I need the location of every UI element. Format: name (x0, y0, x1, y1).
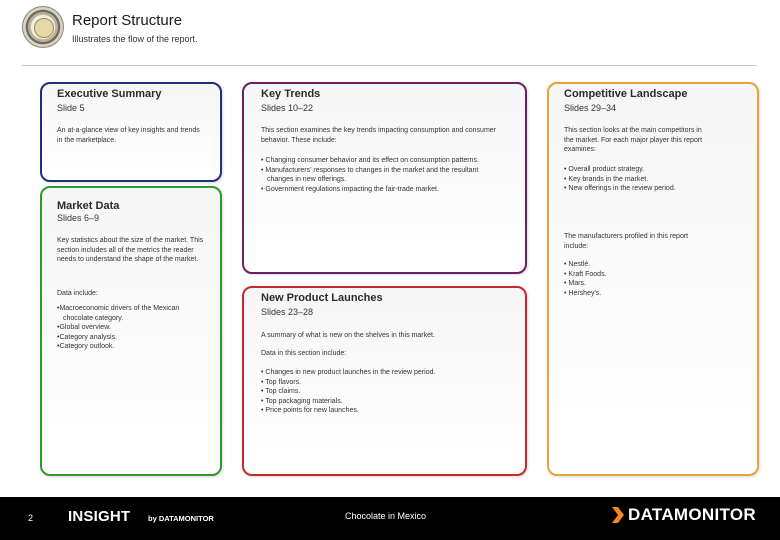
market-data-body: Key statistics about the size of the market. This section includes all of the metrics the reader needs to understand the shape of the market. (57, 237, 204, 264)
new-product-launches-bullets (261, 368, 506, 416)
list-item: • New offerings in the review period. (564, 185, 676, 193)
new-product-launches-intro: Data in this section include: (261, 350, 347, 357)
list-item: • Hershey's. (564, 289, 602, 297)
new-product-launches-body: A summary of what is new on the shelves in this market. (261, 332, 435, 339)
insight-brand-suffix: by DATAMONITOR (148, 514, 214, 523)
list-item: • Key brands in the market. (564, 175, 649, 183)
list-item: • Government regulations impacting the fair-trade market. (261, 185, 439, 193)
list-item: •Category analysis. (57, 333, 118, 341)
page-subtitle: Illustrates the flow of the report. (72, 34, 198, 44)
market-data-heading: Market Data (57, 200, 120, 212)
seal-logo-icon (22, 6, 64, 48)
list-item: • Overall product strategy. (564, 166, 645, 173)
market-data-bullets (57, 304, 207, 352)
market-data-intro: Data include: (57, 290, 98, 297)
page-title: Report Structure (72, 12, 183, 29)
list-item: • Changing consumer behavior and its effect on consumption patterns. (261, 157, 479, 164)
competitive-landscape-manufacturers (564, 260, 714, 298)
datamonitor-logo-text: DATAMONITOR (628, 505, 756, 524)
executive-summary-body: An at-a-glance view of key insights and trends in the marketplace. (57, 127, 200, 144)
list-item: • Top packaging materials. (261, 397, 343, 405)
competitive-landscape-heading: Competitive Landscape (564, 88, 688, 100)
list-item: •Category outlook. (57, 343, 115, 351)
list-item: • Nestlé. (564, 261, 591, 268)
new-product-launches-slides: Slides 23–28 (261, 307, 314, 317)
list-item: • Changes in new product launches in the review period. (261, 369, 436, 376)
insight-brand: INSIGHT (68, 508, 131, 525)
key-trends-bullets (261, 156, 486, 194)
key-trends-body: This section examines the key trends impacting consumption and consumer behavior. These include: (261, 127, 497, 144)
list-item: • Mars. (564, 280, 586, 288)
competitive-landscape-slides: Slides 29–34 (564, 103, 617, 113)
list-item: • Top claims. (261, 388, 301, 396)
competitive-landscape-bullets (564, 165, 744, 194)
competitive-landscape-body: This section looks at the main competitors in the market. For each major player this report examines: (564, 127, 703, 154)
list-item: •Macroeconomic drivers of the Mexican chocolate category. (57, 305, 180, 322)
executive-summary-heading: Executive Summary (57, 88, 162, 100)
key-trends-heading: Key Trends (261, 88, 321, 100)
executive-summary-slides: Slide 5 (57, 103, 85, 113)
competitive-landscape-profiled-intro: The manufacturers profiled in this report include: (564, 233, 689, 250)
list-item: •Global overview. (57, 324, 111, 332)
market-data-slides: Slides 6–9 (57, 213, 100, 223)
list-item: • Price points for new launches. (261, 407, 359, 415)
new-product-launches-heading: New Product Launches (261, 292, 383, 304)
report-title: Chocolate in Mexico (345, 511, 427, 521)
header-divider (22, 65, 757, 66)
key-trends-slides: Slides 10–22 (261, 103, 314, 113)
list-item: • Top flavors. (261, 378, 302, 386)
list-item: • Kraft Foods. (564, 270, 607, 278)
list-item: • Manufacturers’ responses to changes in the market and the resultant changes in new offerings. (261, 166, 479, 184)
page-number: 2 (28, 513, 34, 523)
